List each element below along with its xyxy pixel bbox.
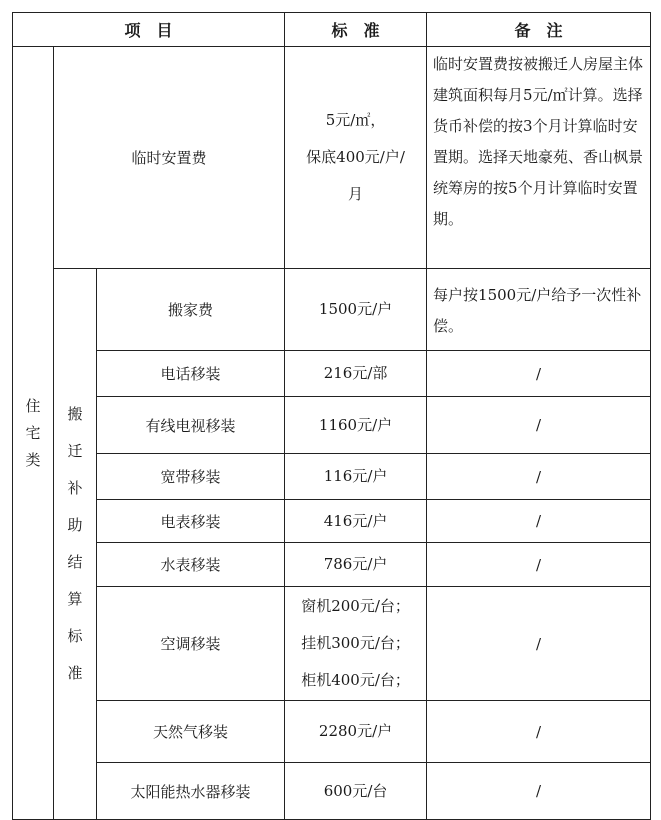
row-note: 每户按1500元/户给予一次性补偿。 [427, 269, 651, 351]
row-item: 水表移装 [97, 543, 285, 587]
subsidy-row [13, 701, 651, 763]
subsidy-row [13, 543, 651, 587]
standard-line: 5元/㎡， [325, 111, 386, 129]
subsidy-row [13, 351, 651, 397]
subsidy-group-char: 准 [67, 664, 83, 682]
standard-line: 1500元/户 [318, 300, 393, 318]
subsidy-group-char: 结 [67, 553, 83, 571]
row-standard [285, 269, 427, 351]
row-item: 有线电视移装 [97, 397, 285, 454]
standard-line: 月 [348, 185, 364, 203]
row-standard [285, 763, 427, 820]
compensation-table [12, 12, 651, 820]
category-label [13, 393, 53, 474]
row-item: 电表移装 [97, 500, 285, 543]
subsidy-row [13, 454, 651, 500]
standard-line: 保底400元/户/ [306, 148, 405, 166]
subsidy-row [13, 269, 651, 351]
row-note: / [427, 397, 651, 454]
temp-fee-standard [285, 47, 427, 269]
subsidy-group-char: 补 [67, 479, 83, 497]
row-note: / [427, 763, 651, 820]
header-item: 项 目 [13, 13, 285, 47]
subsidy-row [13, 500, 651, 543]
standard-line: 1160元/户 [318, 415, 393, 434]
header-note: 备 注 [427, 13, 651, 47]
standard-line: 挂机300元/台； [301, 634, 410, 652]
row-note: / [427, 351, 651, 397]
row-standard [285, 701, 427, 763]
standard-line: 2280元/户 [318, 722, 393, 740]
category-cell [13, 47, 54, 820]
header-standard: 标 准 [285, 13, 427, 47]
row-note: / [427, 587, 651, 701]
category-char: 住 [25, 396, 41, 415]
header-row [13, 13, 651, 47]
row-standard [285, 351, 427, 397]
row-standard [285, 454, 427, 500]
row-standard [285, 500, 427, 543]
subsidy-group-char: 助 [67, 516, 83, 534]
row-note: / [427, 454, 651, 500]
subsidy-group-cell [54, 269, 97, 820]
row-item: 宽带移装 [97, 454, 285, 500]
subsidy-group-char: 算 [67, 590, 83, 608]
standard-line: 116元/户 [323, 467, 388, 485]
subsidy-group-char: 搬 [67, 405, 83, 423]
row-item: 电话移装 [97, 351, 285, 397]
row-note: / [427, 500, 651, 543]
row-standard [285, 397, 427, 454]
row-item: 搬家费 [97, 269, 285, 351]
row-item: 太阳能热水器移装 [97, 763, 285, 820]
standard-line: 216元/部 [323, 364, 388, 382]
temp-fee-note: 临时安置费按被搬迁人房屋主体建筑面积每月5元/㎡计算。选择货币补偿的按3个月计算临时安置期。选择天地豪苑、香山枫景统筹房的按5个月计算临时安置期。 [427, 47, 651, 269]
standard-line: 600元/台 [323, 781, 388, 800]
row-standard [285, 587, 427, 701]
subsidy-group-char: 标 [67, 627, 83, 645]
standard-line: 窗机200元/台； [301, 597, 410, 615]
category-char: 宅 [25, 423, 41, 442]
subsidy-row [13, 763, 651, 820]
row-item: 空调移装 [97, 587, 285, 701]
temp-fee-row [13, 47, 651, 269]
subsidy-group-char: 迁 [67, 442, 83, 460]
standard-line: 416元/户 [323, 511, 388, 530]
row-note: / [427, 543, 651, 587]
standard-line: 柜机400元/台； [301, 671, 410, 689]
category-char: 类 [25, 450, 41, 469]
row-standard [285, 543, 427, 587]
subsidy-row [13, 587, 651, 701]
row-note: / [427, 701, 651, 763]
subsidy-row [13, 397, 651, 454]
row-item: 天然气移装 [97, 701, 285, 763]
standard-line: 786元/户 [323, 555, 388, 573]
temp-fee-label: 临时安置费 [54, 47, 285, 269]
